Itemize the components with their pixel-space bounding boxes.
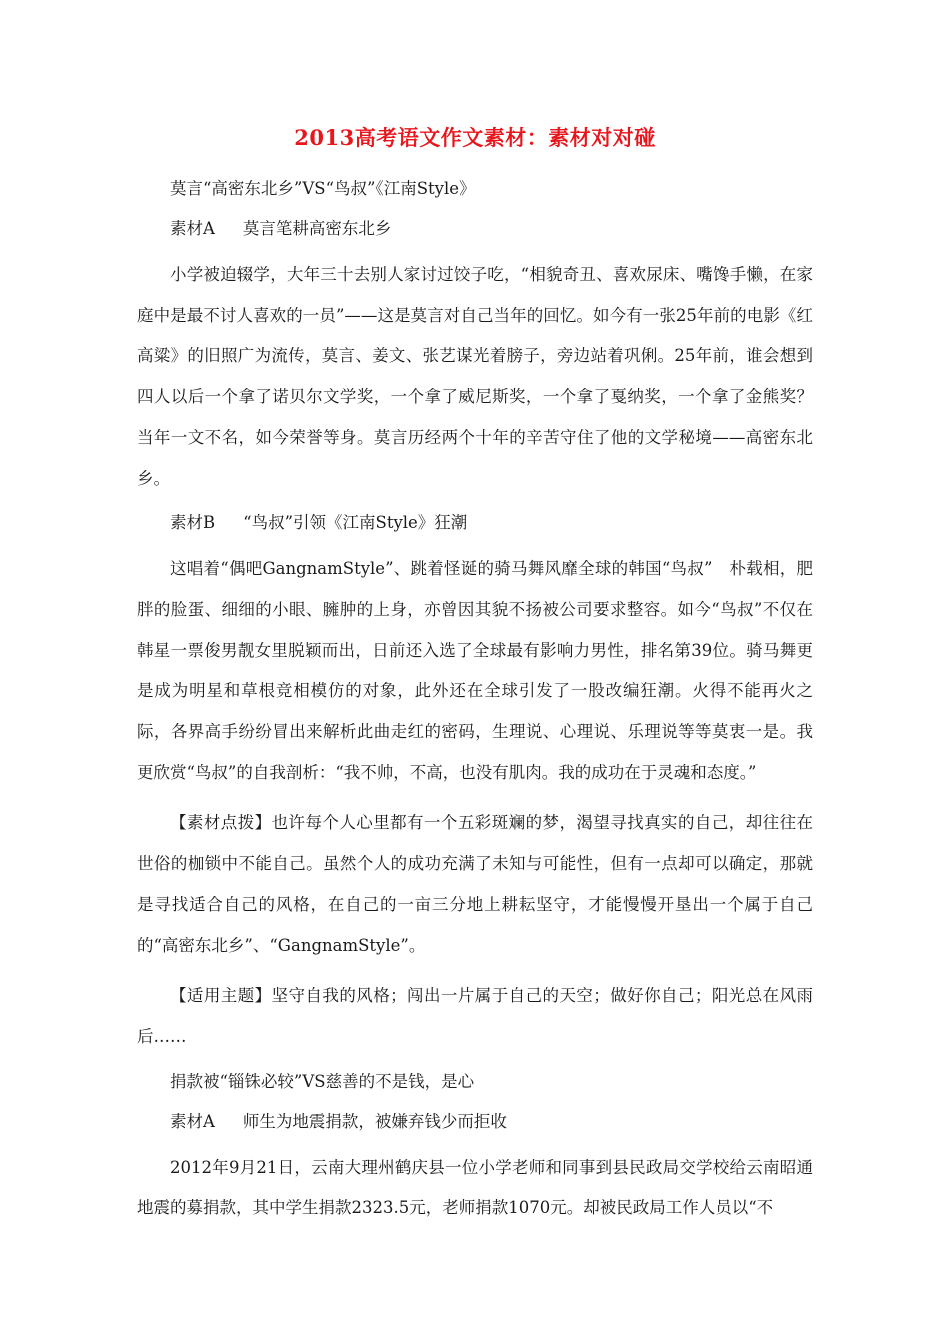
paragraph-material-tips: 【素材点拨】也许每个人心里都有一个五彩斑斓的梦，渴望寻找真实的自己，却往往在世俗的枷锁中不能自己。虽然个人的成功充满了未知与可能性，但有一点却可以确定，那就是寻找适合自己的风格，在自己的一亩三分地上耕耘坚守，才能慢慢开垦出一个属于自己的“高密东北乡”、“GangnamStyle”。 xyxy=(137,813,813,955)
material-title: 莫言笔耕高密东北乡 xyxy=(242,219,392,238)
section-heading-2: 捐款被“锱铢必较”VS慈善的不是钱，是心 xyxy=(170,1071,475,1091)
material-title: “鸟叔”引领《江南Style》狂潮 xyxy=(243,513,468,533)
paragraph-donation: 2012年9月21日，云南大理州鹤庆县一位小学老师和同事到县民政局交学校给云南昭通地震的募捐款，其中学生捐款2323.5元，老师捐款1070元。却被民政局工作人员以“不 xyxy=(137,1157,813,1218)
section-heading-1: 莫言“高密东北乡”VS“鸟叔”《江南Style》 xyxy=(170,179,476,198)
material-a-heading-1 xyxy=(137,215,813,243)
paragraph-psy: 这唱着“偶吧GangnamStyle”、跳着怪诞的骑马舞风靡全球的韩国“鸟叔” 朴载相，肥胖的脸蛋、细细的小眼、臃肿的上身，亦曾因其貌不扬被公司要求整容。如今“鸟叔”不仅在韩星一票俊男靓女里脱颖而出，日前还入选了全球最有影响力男性，排名第39位。骑马舞更是成为明星和草根竞相模仿的对象，此外还在全球引发了一股改编狂潮。火得不能再火之际，各界高手纷纷冒出来解析此曲走红的密码，生理说、心理说、乐理说等等莫衷一是。我更欣赏“鸟叔”的自我剖析：“我不帅，不高，也没有肌肉。我的成功在于灵魂和态度。” xyxy=(137,559,813,782)
material-title: 师生为地震捐款，被嫌弃钱少而拒收 xyxy=(242,1111,507,1131)
material-label: 素材A xyxy=(170,219,215,238)
paragraph-mo-yan: 小学被迫辍学，大年三十去别人家讨过饺子吃，“相貌奇丑、喜欢尿床、嘴馋手懒，在家庭中是最不讨人喜欢的一员”——这是莫言对自己当年的回忆。如今有一张25年前的电影《红高粱》的旧照广为流传，莫言、姜文、张艺谋光着膀子，旁边站着巩俐。25年前，谁会想到四人以后一个拿了诺贝尔文学奖，一个拿了威尼斯奖，一个拿了戛纳奖，一个拿了金熊奖？当年一文不名，如今荣誉等身。莫言历经两个十年的辛苦守住了他的文学秘境——高密东北乡。 xyxy=(137,265,813,488)
document-title: 2013高考语文作文素材：素材对对碰 xyxy=(294,125,656,150)
material-b-heading xyxy=(137,509,813,537)
material-label: 素材B xyxy=(170,513,216,533)
document-body xyxy=(137,175,813,1239)
material-label: 素材A xyxy=(170,1111,215,1131)
material-a-heading-2 xyxy=(137,1108,813,1136)
paragraph-applicable-themes: 【适用主题】坚守自我的风格；闯出一片属于自己的天空；做好你自己；阳光总在风雨后…… xyxy=(137,986,813,1046)
